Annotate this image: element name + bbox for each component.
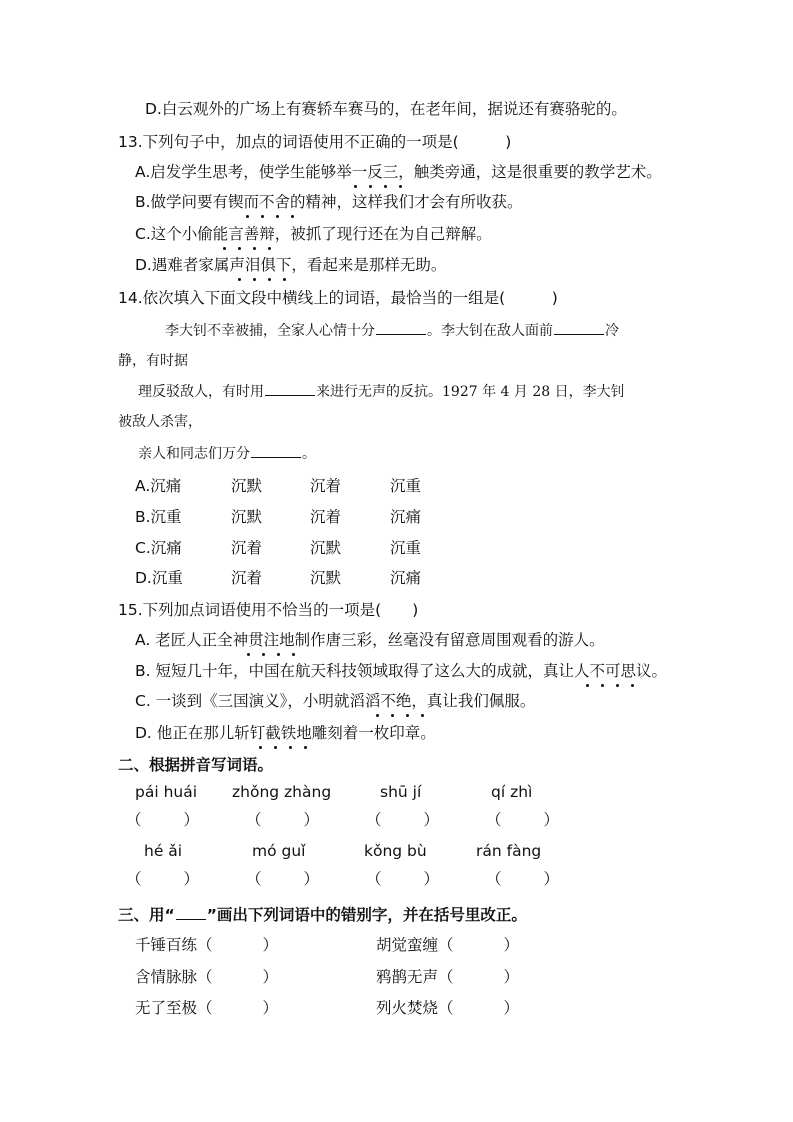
- section-3-title: 三、用“ ”画出下列词语中的错别字，并在括号里改正。: [118, 906, 527, 924]
- q14-option-d-4: 沉痛: [390, 569, 422, 587]
- answer-paren-2[interactable]: （ ）: [246, 811, 320, 829]
- q14-option-c-1: C.沉痛: [135, 539, 182, 557]
- answer-blank[interactable]: [376, 320, 426, 335]
- q14-passage-line-5: 亲人和同志们万分 。: [138, 443, 316, 465]
- answer-paren-6[interactable]: （ ）: [246, 870, 320, 888]
- q14-option-d-2: 沉着: [231, 569, 263, 587]
- q13-stem: 13.下列句子中，加点的词语使用不正确的一项是( ): [118, 133, 512, 151]
- q14-passage-line-1: 李大钊不幸被捕，全家人心情十分 。李大钊在敌人面前 冷: [165, 320, 619, 342]
- pinyin-6: mó guǐ: [252, 842, 306, 860]
- q13-option-c: C.这个小偷能言善辩，被抓了现行还在为自己辩解。: [135, 225, 492, 243]
- pinyin-5: hé ǎi: [144, 842, 183, 860]
- q15-option-c: C. 一谈到《三国演义》，小明就滔滔不绝，真让我们佩服。: [135, 692, 536, 710]
- word-item-1[interactable]: 千锤百练（ ）: [135, 936, 279, 954]
- q15-stem: 15.下列加点词语使用不恰当的一项是( ): [118, 601, 419, 619]
- section-2-title: 二、根据拼音写词语。: [118, 756, 274, 774]
- q14-option-d-3: 沉默: [310, 569, 342, 587]
- pinyin-4: qí zhì: [491, 783, 533, 801]
- q14-option-c-3: 沉默: [310, 539, 342, 557]
- q14-option-b-1: B.沉重: [135, 508, 182, 526]
- answer-paren-5[interactable]: （ ）: [126, 870, 200, 888]
- q15-option-a: A. 老匠人正全神贯注地制作唐三彩，丝毫没有留意周围观看的游人。: [135, 631, 605, 649]
- q14-option-b-3: 沉着: [310, 508, 342, 526]
- answer-paren-7[interactable]: （ ）: [366, 870, 440, 888]
- answer-blank[interactable]: [265, 381, 315, 396]
- answer-blank[interactable]: [251, 443, 301, 458]
- word-item-5[interactable]: 无了至极（ ）: [135, 999, 279, 1017]
- word-item-3[interactable]: 含情脉脉（ ）: [135, 968, 279, 986]
- word-item-4[interactable]: 鸦鹊无声（ ）: [376, 968, 520, 986]
- answer-paren-4[interactable]: （ ）: [486, 811, 560, 829]
- q14-option-c-4: 沉重: [390, 539, 422, 557]
- q12-option-d: D.白云观外的广场上有赛轿车赛马的，在老年间，据说还有赛骆驼的。: [145, 100, 627, 118]
- pinyin-1: pái huái: [135, 783, 198, 801]
- q14-option-a-2: 沉默: [231, 477, 263, 495]
- q15-option-b: B. 短短几十年，中国在航天科技领域取得了这么大的成就，真让人不可思议。: [135, 662, 667, 680]
- q14-option-d-1: D.沉重: [135, 569, 183, 587]
- q14-passage-line-3: 理反驳敌人，有时用 来进行无声的反抗。1927 年 4 月 28 日，李大钊: [138, 381, 625, 403]
- q14-passage-line-2: 静，有时据: [118, 353, 188, 369]
- q14-option-b-2: 沉默: [231, 508, 263, 526]
- word-item-2[interactable]: 胡觉蛮缠（ ）: [376, 936, 520, 954]
- pinyin-8: rán fàng: [476, 842, 542, 860]
- answer-paren-1[interactable]: （ ）: [126, 811, 200, 829]
- q14-option-a-3: 沉着: [310, 477, 342, 495]
- pinyin-2: zhǒng zhàng: [232, 783, 332, 801]
- q13-option-d: D.遇难者家属声泪俱下，看起来是那样无助。: [135, 256, 447, 274]
- q13-option-a: A.启发学生思考，使学生能够举一反三，触类旁通，这是很重要的教学艺术。: [135, 163, 662, 181]
- q14-option-c-2: 沉着: [231, 539, 263, 557]
- word-item-6[interactable]: 列火焚烧（ ）: [376, 999, 520, 1017]
- pinyin-3: shū jí: [380, 783, 422, 801]
- q14-option-a-1: A.沉痛: [135, 477, 182, 495]
- q14-option-b-4: 沉痛: [390, 508, 422, 526]
- answer-paren-3[interactable]: （ ）: [366, 811, 440, 829]
- q15-option-d: D. 他正在那儿斩钉截铁地雕刻着一枚印章。: [135, 724, 436, 742]
- answer-blank[interactable]: [554, 320, 604, 335]
- q13-option-b: B.做学问要有锲而不舍的精神，这样我们才会有所收获。: [135, 193, 523, 211]
- q14-option-a-4: 沉重: [390, 477, 422, 495]
- q14-stem: 14.依次填入下面文段中横线上的词语，最恰当的一组是( ): [118, 289, 558, 307]
- answer-paren-8[interactable]: （ ）: [486, 870, 560, 888]
- pinyin-7: kǒng bù: [364, 842, 427, 860]
- underline-mark: [176, 907, 206, 920]
- q14-passage-line-4: 被敌人杀害，: [118, 414, 202, 430]
